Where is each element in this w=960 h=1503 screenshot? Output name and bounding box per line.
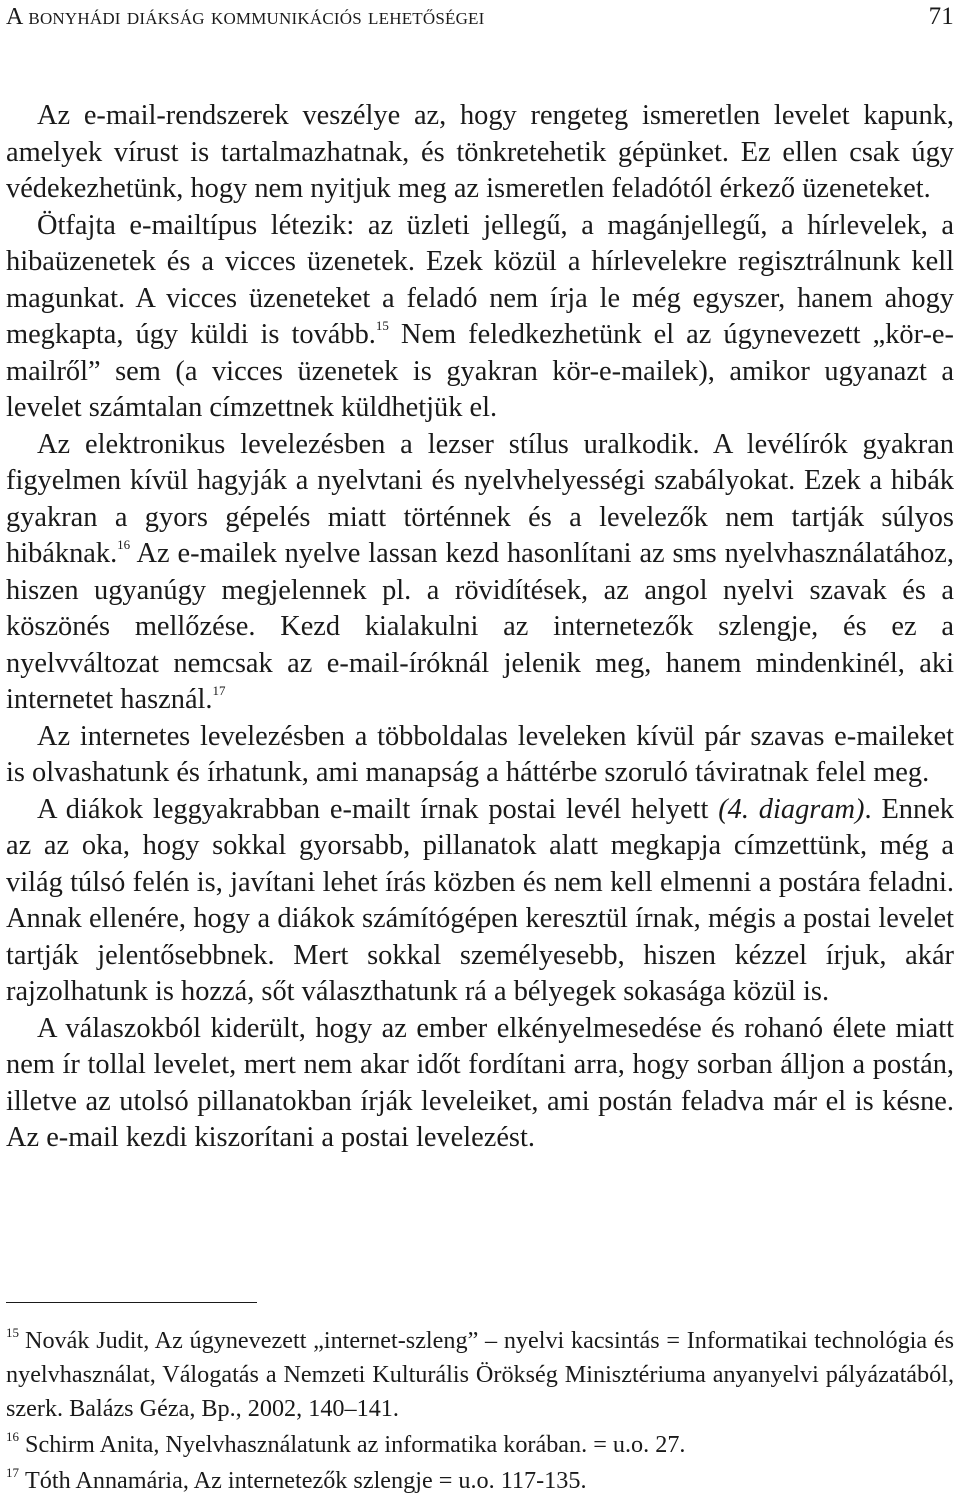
footnote-reference: 16	[117, 537, 131, 552]
footnote-mark: 17	[6, 1465, 19, 1480]
running-header	[6, 0, 954, 34]
paragraph: Az e-mail-rendszerek veszélye az, hogy rengeteg ismeretlen levelet kapunk, amelyek vírust is tartalmazhatnak, és tönkretehetik gépünket. Ez ellen csak úgy védekezhetünk, hogy nem nyitjuk meg az ismeretlen feladótól érkező üzeneteket.	[6, 100, 954, 204]
paragraph: Az internetes levelezésben a többoldalas leveleken kívül pár szavas e-maileket is olvashatunk és írhatunk, ami manapság a háttérbe szoruló táviratnak felel meg.	[6, 720, 954, 788]
paragraph: A válaszokból kiderült, hogy az ember elkényelmesedése és rohanó élete miatt nem ír tollal levelet, mert nem akar időt fordítani arra, hogy sorban álljon a postán, illetve az utolsó pillanatokban írják leveleiket, ami postán feladva már el is késne. Az e-mail kezdi kiszorítani a postai levelezést.	[6, 1012, 954, 1153]
footnote-reference: 17	[212, 683, 226, 698]
footnote-mark: 16	[6, 1429, 19, 1444]
paragraph: A diákok leggyakrabban e-mailt írnak postai levél helyett (4. diagram). Ennek az az oka, hogy sokkal gyorsabb, pillanatok alatt megkapja címzettünk, még a világ túlsó felén is, javítani lehet írás közben és nem kell elmenni a postára feladni. Annak ellenére, hogy a diákok számítógépen keresztül írnak, mégis a postai levelet tartják jelentősebbnek. Mert sokkal személyesebb, hiszen kézzel írjuk, akár rajzolhatunk is hozzá, sőt választhatunk rá a bélyegek sokasága közül is.	[6, 793, 954, 1007]
footnote-mark: 15	[6, 1325, 19, 1340]
body-text	[6, 98, 954, 1157]
footnote: $^{17}$ Tóth Annamária, Az internetezők szlengje = u.o. 117-135.	[6, 1465, 587, 1494]
paragraph: Ötfajta e-mailtípus létezik: az üzleti jellegű, a magánjellegű, a hírlevelek, a hibaüzenetek és a vicces üzenetek. Ezek közül a hírlevelekre regisztrálnunk kell magunkat. A vicces üzeneteket a feladó nem írja le még egyszer, hanem ahogy megkapta, úgy küldi is tovább.$^{15}$ Nem feledkezhetünk el az úgynevezett „kör-e-mailről” sem (a vicces üzenetek is gyakran kör-e-mailek), amikor ugyanazt a levelet számtalan címzettnek küldhetjük el.	[6, 209, 954, 423]
footnote-separator	[6, 1302, 257, 1303]
running-header-title: A bonyhádi diákság kommunikációs lehetőségei	[6, 3, 485, 30]
footnote: $^{15}$ Novák Judit, Az úgynevezett „internet-szleng” – nyelvi kacsintás = Informatikai technológia és nyelvhasználat, Válogatás a Nemzeti Kulturális Örökség Minisztériuma anyanyelvi pályázatából, szerk. Balázs Géza, Bp., 2002, 140–141.	[6, 1325, 954, 1422]
footnotes	[6, 1324, 954, 1498]
paragraph: Az elektronikus levelezésben a lezser stílus uralkodik. A levélírók gyakran figyelmen kívül hagyják a nyelvtani és nyelvhelyességi szabályokat. Ezek a hibák gyakran a gyors gépelés miatt történnek és a levelezők nem tartják súlyos hibáknak.$^{16}$ Az e-mailek nyelve lassan kezd hasonlítani az sms nyelvhasználatához, hiszen ugyanúgy megjelennek pl. a rövidítések, az angol nyelvi szavak és a köszönés mellőzése. Kezd kialakulni az internetezők szlengje, és ez a nyelvváltozat nemcsak az e-mail-íróknál jelenik meg, hanem mindenkinél, aki internetet használ.$^{17}$	[6, 428, 954, 715]
footnote: $^{16}$ Schirm Anita, Nyelvhasználatunk az informatika korában. = u.o. 27.	[6, 1429, 686, 1458]
diagram-reference: (4. diagram)	[718, 793, 865, 825]
footnote-reference: 15	[375, 318, 389, 333]
page-number: 71	[928, 3, 954, 30]
